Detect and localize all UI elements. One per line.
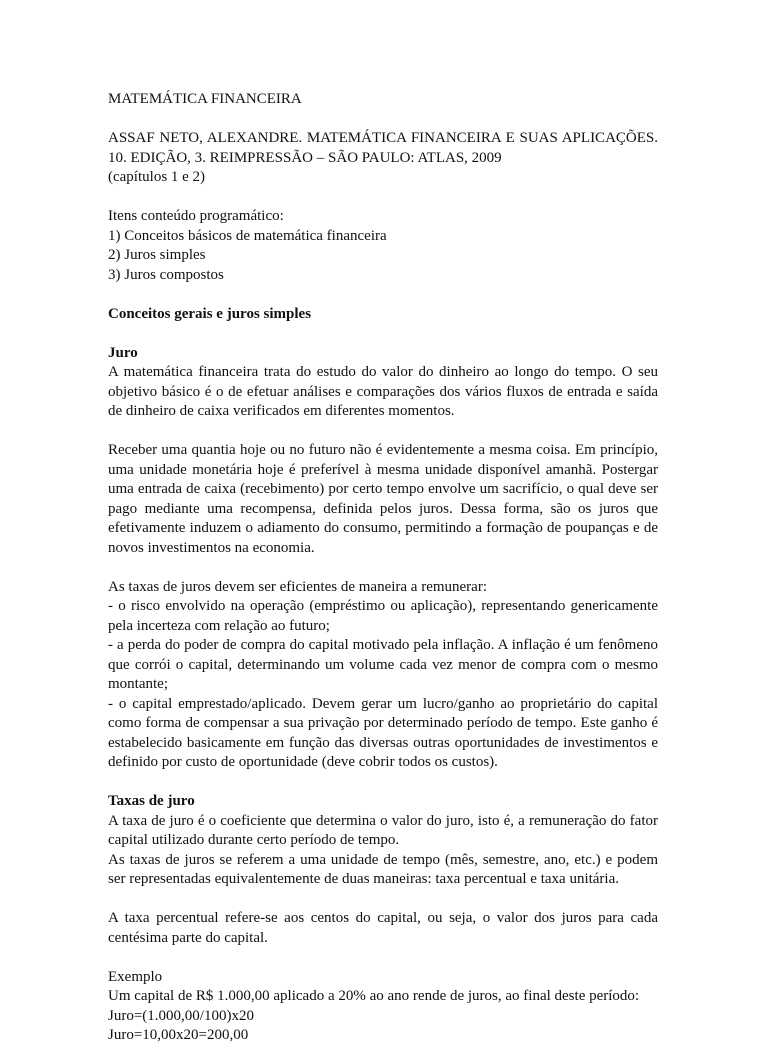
juro-heading: Juro — [108, 344, 138, 361]
reference-chapters: (capítulos 1 e 2) — [108, 169, 206, 185]
example-label: Exemplo — [108, 968, 163, 985]
spacer — [108, 890, 658, 910]
taxas-paragraph: A taxa de juro é o coeficiente que determina o valor do juro, isto é, a remuneração do fator capital utilizado durante certo período de tempo. — [108, 812, 658, 848]
juro-list-item: - o capital emprestado/aplicado. Devem gerar um lucro/ganho ao proprietário do capital como forma de compensar a sua privação por determinado período de tempo. Este ganho é estabelecido basicamente em função das diversas outras oportunidades de investimentos e definido por custo de oportunidade (deve cobrir todos os custos). — [108, 695, 658, 770]
spacer — [108, 948, 658, 968]
program-item: 2) Juros simples — [108, 247, 206, 263]
example-line: Juro=(1.000,00/100)x20 — [108, 1007, 254, 1024]
spacer — [108, 324, 658, 344]
document-page — [108, 90, 658, 1046]
juro-paragraph: A matemática financeira trata do estudo do valor do dinheiro ao longo do tempo. O seu objetivo básico é o de efetuar análises e comparações dos vários fluxos de entrada e saída de dinheiro de caixa verificados em diferentes momentos. — [108, 364, 658, 419]
document-title: MATEMÁTICA FINANCEIRA — [108, 91, 302, 107]
taxas-heading: Taxas de juro — [108, 793, 195, 809]
program-heading: Itens conteúdo programático: — [108, 208, 284, 224]
juro-list-intro: As taxas de juros devem ser eficientes de maneira a remunerar: — [108, 578, 487, 595]
reference-citation: ASSAF NETO, ALEXANDRE. MATEMÁTICA FINANCEIRA E SUAS APLICAÇÕES. 10. EDIÇÃO, 3. REIMPRESSÃO – SÃO PAULO: ATLAS, 2009 — [108, 130, 658, 166]
spacer — [108, 773, 658, 793]
example-line: Juro=10,00x20=200,00 — [108, 1027, 249, 1043]
juro-list-item: - o risco envolvido na operação (empréstimo ou aplicação), representando genericamente pela incerteza com relação ao futuro; — [108, 598, 658, 634]
spacer — [108, 285, 658, 305]
taxas-paragraph: As taxas de juros se referem a uma unidade de tempo (mês, semestre, ano, etc.) e podem ser representadas equivalentemente de duas maneiras: taxa percentual e taxa unitária. — [108, 851, 658, 887]
juro-paragraph: Receber uma quantia hoje ou no futuro não é evidentemente a mesma coisa. Em princípio, uma unidade monetária hoje é preferível à mesma unidade disponível amanhã. Postergar uma entrada de caixa (recebimento) por certo tempo envolve um sacrifício, o qual deve ser pago mediante uma recompensa, definida pelos juros. Dessa forma, são os juros que efetivamente induzem o adiamento do consumo, permitindo a formação de poupanças e de novos investimentos na economia. — [108, 442, 658, 556]
juro-list-item: - a perda do poder de compra do capital motivado pela inflação. A inflação é um fenômeno que corrói o capital, determinando um volume cada vez menor de compra com o mesmo montante; — [108, 637, 658, 692]
spacer — [108, 110, 658, 130]
example-line: Um capital de R$ 1.000,00 aplicado a 20% ao ano rende de juros, ao final deste período: — [108, 988, 640, 1004]
program-item: 3) Juros compostos — [108, 266, 224, 283]
program-item: 1) Conceitos básicos de matemática financeira — [108, 227, 387, 244]
section-title: Conceitos gerais e juros simples — [108, 305, 312, 322]
spacer — [108, 558, 658, 578]
taxas-paragraph: A taxa percentual refere-se aos centos do capital, ou seja, o valor dos juros para cada centésima parte do capital. — [108, 910, 658, 946]
spacer — [108, 422, 658, 442]
spacer — [108, 188, 658, 208]
